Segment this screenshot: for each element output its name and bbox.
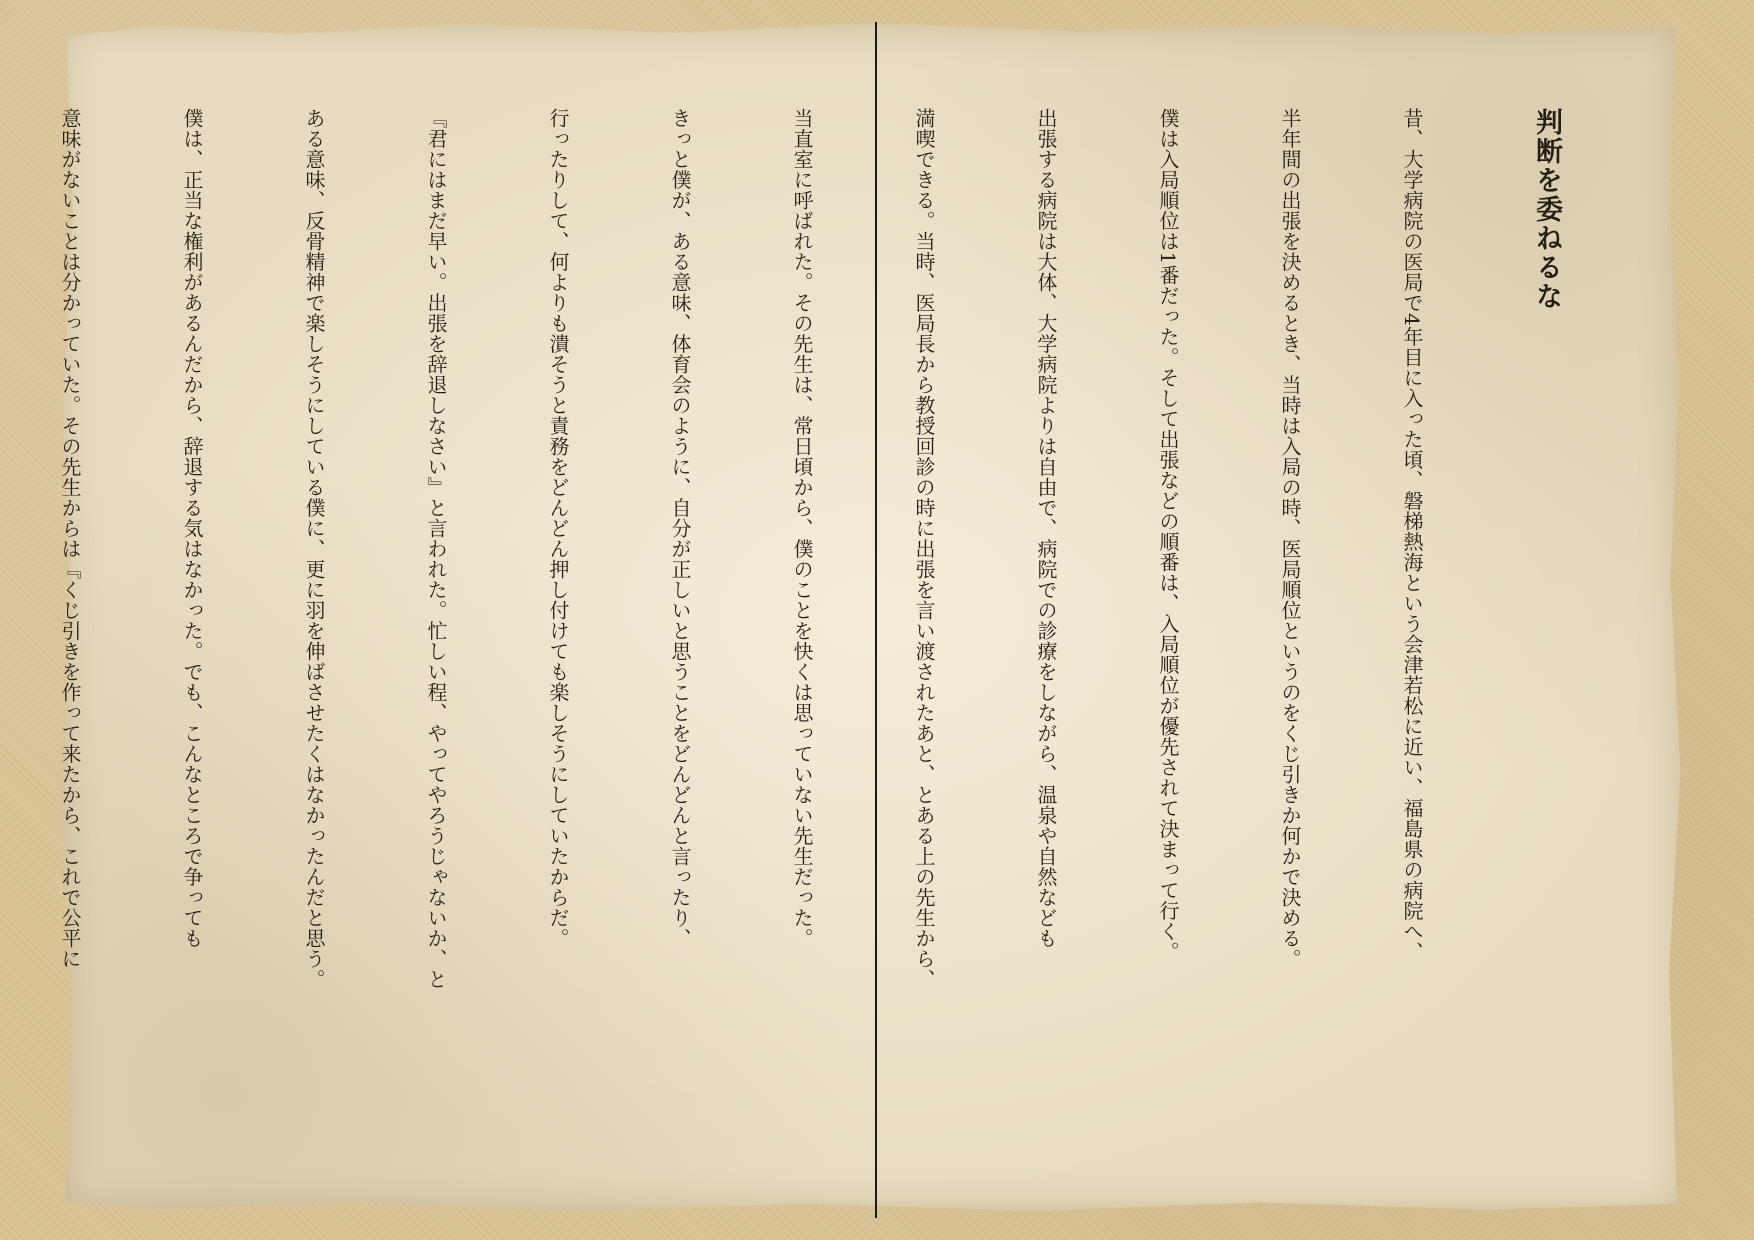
text-line: 意味がないことは分かっていた。その先生からは『くじ引きを作って来たから、これで公平に: [58, 108, 82, 969]
text-line: ある意味、反骨精神で楽しそうにしている僕に、更に羽を伸ばさせたくはなかったんだと思う。: [302, 108, 326, 990]
page-title: 判断を委ねるな: [1531, 108, 1562, 311]
text-line: 僕は、正当な権利があるんだから、辞退する気はなかった。でも、こんなところで争っても: [180, 108, 204, 949]
text-line: 僕は入局順位は1番だった。そして出張などの順番は、入局順位が優先されて決まって行く。: [1156, 108, 1180, 962]
text-line: 昔、大学病院の医局で4年目に入った頃、磐梯熱海という会津若松に近い、福島県の病院へ、: [1400, 108, 1424, 962]
text-line: 当直室に呼ばれた。その先生は、常日頃から、僕のことを快くは思っていない先生だった。: [790, 108, 814, 949]
essay-body: [0, 108, 1503, 1108]
essay-text: [58, 108, 1562, 1118]
text-line: 行ったりして、何よりも潰そうと責務をどんどん押し付けても楽しそうにしていたからだ。: [546, 108, 570, 949]
text-line: 半年間の出張を決めるとき、当時は入局の時、医局順位というのをくじ引きか何かで決める。: [1278, 108, 1302, 969]
text-line: 『君にはまだ早い。出張を辞退しなさい』と言われた。忙しい程、やってやろうじゃないか、と: [424, 108, 448, 990]
text-line: きっと僕が、ある意味、体育会のように、自分が正しいと思うことをどんどんと言ったり、: [668, 108, 692, 949]
text-line: 満喫できる。当時、医局長から教授回診の時に出張を言い渡されたあと、とある上の先生から、: [912, 108, 936, 990]
text-line: 出張する病院は大体、大学病院よりは自由で、病院での診療をしながら、温泉や自然なども: [1034, 108, 1058, 949]
center-divider: [875, 22, 877, 1218]
